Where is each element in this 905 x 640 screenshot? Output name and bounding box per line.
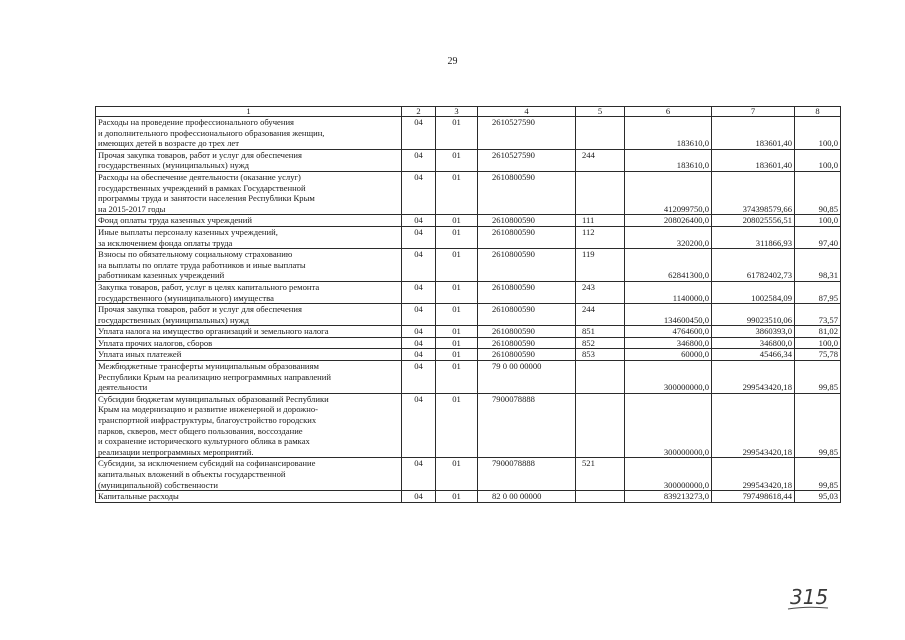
- planned-amount: 412099750,0: [625, 171, 712, 214]
- planned-amount: 208026400,0: [625, 215, 712, 227]
- planned-amount: 300000000,0: [625, 361, 712, 394]
- table-row: [96, 458, 841, 491]
- target-article-code: 2610800590: [478, 304, 576, 326]
- description-line: Уплата налога на имущество организаций и земельного налога: [98, 326, 329, 337]
- section-code: 04: [402, 361, 436, 394]
- expense-type-code: 521: [576, 458, 625, 491]
- description-line: работникам казенных учреждений: [98, 270, 225, 281]
- target-article-code: 7900078888: [478, 458, 576, 491]
- section-code: 04: [402, 171, 436, 214]
- execution-percent: 73,57: [795, 304, 841, 326]
- section-code: 04: [402, 149, 436, 171]
- expense-type-code: 853: [576, 349, 625, 361]
- planned-amount: 183610,0: [625, 117, 712, 150]
- row-description: [96, 215, 402, 227]
- row-description: [96, 458, 402, 491]
- header-cell-8: 8: [795, 107, 841, 117]
- target-article-code: 2610800590: [478, 226, 576, 248]
- execution-percent: 99,85: [795, 361, 841, 394]
- header-cell-1: 1: [96, 107, 402, 117]
- subsection-code: 01: [436, 249, 478, 282]
- execution-percent: 100,0: [795, 149, 841, 171]
- description-line: программы труда и занятости населения Республики Крым: [98, 193, 315, 204]
- row-description: [96, 326, 402, 338]
- description-line: Республики Крым на реализацию непрограммных направлений: [98, 371, 331, 382]
- target-article-code: 2610800590: [478, 249, 576, 282]
- executed-amount: 374398579,66: [712, 171, 795, 214]
- header-cell-6: 6: [625, 107, 712, 117]
- target-article-code: 2610527590: [478, 117, 576, 150]
- table-row: [96, 326, 841, 338]
- planned-amount: 4764600,0: [625, 326, 712, 338]
- row-description: [96, 281, 402, 303]
- description-line: государственных (муниципальных) нужд: [98, 314, 250, 325]
- planned-amount: 300000000,0: [625, 393, 712, 458]
- section-code: 04: [402, 215, 436, 227]
- description-line: Межбюджетные трансферты муниципальным образованиям: [98, 361, 319, 372]
- execution-percent: 81,02: [795, 326, 841, 338]
- expense-type-code: 244: [576, 304, 625, 326]
- expense-type-code: [576, 393, 625, 458]
- section-code: 04: [402, 393, 436, 458]
- header-cell-5: 5: [576, 107, 625, 117]
- planned-amount: 134600450,0: [625, 304, 712, 326]
- description-line: Субсидии, за исключением субсидий на софинансирование: [98, 458, 316, 469]
- description-line: Расходы на проведение профессионального обучения: [98, 117, 295, 127]
- description-line: парков, скверов, мест общего пользования, воссоздание: [98, 425, 303, 436]
- description-line: на выплаты по оплате труда работников и иные выплаты: [98, 259, 306, 270]
- description-line: Уплата иных платежей: [98, 349, 182, 360]
- section-code: 04: [402, 281, 436, 303]
- description-line: государственного (муниципального) имущества: [98, 292, 274, 303]
- description-line: (муниципальной) собственности: [98, 479, 218, 490]
- header-row: [96, 107, 841, 117]
- execution-percent: 100,0: [795, 117, 841, 150]
- planned-amount: 320200,0: [625, 226, 712, 248]
- section-code: 04: [402, 349, 436, 361]
- executed-amount: 183601,40: [712, 149, 795, 171]
- section-code: 04: [402, 491, 436, 503]
- table-header: [96, 107, 841, 117]
- expense-type-code: [576, 361, 625, 394]
- table-row: [96, 226, 841, 248]
- execution-percent: 100,0: [795, 337, 841, 349]
- budget-table: [95, 106, 841, 503]
- executed-amount: 183601,40: [712, 117, 795, 150]
- executed-amount: 1002584,09: [712, 281, 795, 303]
- executed-amount: 299543420,18: [712, 393, 795, 458]
- section-code: 04: [402, 117, 436, 150]
- executed-amount: 299543420,18: [712, 361, 795, 394]
- expense-type-code: 119: [576, 249, 625, 282]
- subsection-code: 01: [436, 215, 478, 227]
- row-description: [96, 393, 402, 458]
- planned-amount: 60000,0: [625, 349, 712, 361]
- description-line: за исключением фонда оплаты труда: [98, 237, 233, 248]
- table-row: [96, 393, 841, 458]
- description-line: транспортной инфраструктуры, благоустройство городских: [98, 415, 317, 426]
- section-code: 04: [402, 304, 436, 326]
- handwritten-page-mark-text: 315: [790, 585, 829, 609]
- table-row: [96, 215, 841, 227]
- expense-type-code: 852: [576, 337, 625, 349]
- executed-amount: 797498618,44: [712, 491, 795, 503]
- description-line: Расходы на обеспечение деятельности (оказание услуг): [98, 171, 301, 182]
- executed-amount: 61782402,73: [712, 249, 795, 282]
- row-description: [96, 149, 402, 171]
- header-cell-7: 7: [712, 107, 795, 117]
- subsection-code: 01: [436, 281, 478, 303]
- row-description: [96, 226, 402, 248]
- subsection-code: 01: [436, 491, 478, 503]
- table-row: [96, 361, 841, 394]
- row-description: [96, 249, 402, 282]
- subsection-code: 01: [436, 304, 478, 326]
- planned-amount: 346800,0: [625, 337, 712, 349]
- description-line: имеющих детей в возрасте до трех лет: [98, 138, 239, 149]
- expense-type-code: 851: [576, 326, 625, 338]
- expense-type-code: [576, 171, 625, 214]
- row-description: [96, 304, 402, 326]
- executed-amount: 311866,93: [712, 226, 795, 248]
- target-article-code: 2610800590: [478, 349, 576, 361]
- target-article-code: 2610800590: [478, 337, 576, 349]
- execution-percent: 90,85: [795, 171, 841, 214]
- description-line: на 2015-2017 годы: [98, 203, 166, 214]
- table-row: [96, 281, 841, 303]
- expense-type-code: 243: [576, 281, 625, 303]
- row-description: [96, 361, 402, 394]
- subsection-code: 01: [436, 349, 478, 361]
- executed-amount: 299543420,18: [712, 458, 795, 491]
- execution-percent: 95,03: [795, 491, 841, 503]
- description-line: государственных (муниципальных) нужд: [98, 160, 250, 171]
- table-row: [96, 171, 841, 214]
- executed-amount: 45466,34: [712, 349, 795, 361]
- target-article-code: 7900078888: [478, 393, 576, 458]
- subsection-code: 01: [436, 326, 478, 338]
- description-line: Уплата прочих налогов, сборов: [98, 337, 213, 348]
- table-row: [96, 337, 841, 349]
- subsection-code: 01: [436, 149, 478, 171]
- row-description: [96, 117, 402, 150]
- executed-amount: 99023510,06: [712, 304, 795, 326]
- page-number: 29: [447, 56, 458, 67]
- execution-percent: 99,85: [795, 393, 841, 458]
- executed-amount: 3860393,0: [712, 326, 795, 338]
- description-line: Капитальные расходы: [98, 491, 179, 502]
- target-article-code: 2610800590: [478, 326, 576, 338]
- row-description: [96, 337, 402, 349]
- execution-percent: 87,95: [795, 281, 841, 303]
- execution-percent: 99,85: [795, 458, 841, 491]
- description-line: государственных учреждений в рамках Государственной: [98, 182, 306, 193]
- planned-amount: 300000000,0: [625, 458, 712, 491]
- expense-type-code: 111: [576, 215, 625, 227]
- row-description: [96, 349, 402, 361]
- description-line: Крым на модернизацию и развитие инженерной и дорожно-: [98, 404, 319, 415]
- target-article-code: 82 0 00 00000: [478, 491, 576, 503]
- header-cell-2: 2: [402, 107, 436, 117]
- expense-type-code: 112: [576, 226, 625, 248]
- planned-amount: 183610,0: [625, 149, 712, 171]
- header-cell-3: 3: [436, 107, 478, 117]
- row-description: [96, 171, 402, 214]
- planned-amount: 62841300,0: [625, 249, 712, 282]
- section-code: 04: [402, 337, 436, 349]
- table-row: [96, 491, 841, 503]
- description-line: капитальных вложений в объекты государственной: [98, 469, 286, 479]
- table-row: [96, 349, 841, 361]
- target-article-code: 79 0 00 00000: [478, 361, 576, 394]
- target-article-code: 2610527590: [478, 149, 576, 171]
- expense-type-code: 244: [576, 149, 625, 171]
- handwritten-page-mark: [786, 582, 846, 612]
- description-line: Иные выплаты персоналу казенных учреждений,: [98, 226, 278, 237]
- planned-amount: 839213273,0: [625, 491, 712, 503]
- description-line: Взносы по обязательному социальному страхованию: [98, 249, 293, 260]
- table-row: [96, 149, 841, 171]
- description-line: Субсидии бюджетам муниципальных образований Республики: [98, 393, 329, 404]
- section-code: 04: [402, 249, 436, 282]
- subsection-code: 01: [436, 171, 478, 214]
- table-row: [96, 249, 841, 282]
- header-cell-4: 4: [478, 107, 576, 117]
- planned-amount: 1140000,0: [625, 281, 712, 303]
- target-article-code: 2610800590: [478, 171, 576, 214]
- subsection-code: 01: [436, 393, 478, 458]
- table-row: [96, 304, 841, 326]
- section-code: 04: [402, 458, 436, 491]
- description-line: реализации непрограммных мероприятий.: [98, 446, 254, 457]
- execution-percent: 97,40: [795, 226, 841, 248]
- executed-amount: 208025556,51: [712, 215, 795, 227]
- target-article-code: 2610800590: [478, 281, 576, 303]
- subsection-code: 01: [436, 117, 478, 150]
- executed-amount: 346800,0: [712, 337, 795, 349]
- subsection-code: 01: [436, 226, 478, 248]
- description-line: Фонд оплаты труда казенных учреждений: [98, 215, 252, 226]
- description-line: Прочая закупка товаров, работ и услуг для обеспечения: [98, 304, 302, 315]
- description-line: и сохранение исторического культурного облика в рамках: [98, 436, 310, 447]
- table-row: [96, 117, 841, 150]
- table-body: [96, 117, 841, 503]
- description-line: Прочая закупка товаров, работ и услуг для обеспечения: [98, 149, 302, 160]
- section-code: 04: [402, 326, 436, 338]
- description-line: деятельности: [98, 382, 148, 393]
- row-description: [96, 491, 402, 503]
- expense-type-code: [576, 117, 625, 150]
- execution-percent: 98,31: [795, 249, 841, 282]
- description-line: и дополнительного профессионального образования женщин,: [98, 127, 325, 138]
- execution-percent: 75,78: [795, 349, 841, 361]
- target-article-code: 2610800590: [478, 215, 576, 227]
- subsection-code: 01: [436, 337, 478, 349]
- section-code: 04: [402, 226, 436, 248]
- subsection-code: 01: [436, 458, 478, 491]
- execution-percent: 100,0: [795, 215, 841, 227]
- description-line: Закупка товаров, работ, услуг в целях капитального ремонта: [98, 281, 320, 292]
- expense-type-code: [576, 491, 625, 503]
- subsection-code: 01: [436, 361, 478, 394]
